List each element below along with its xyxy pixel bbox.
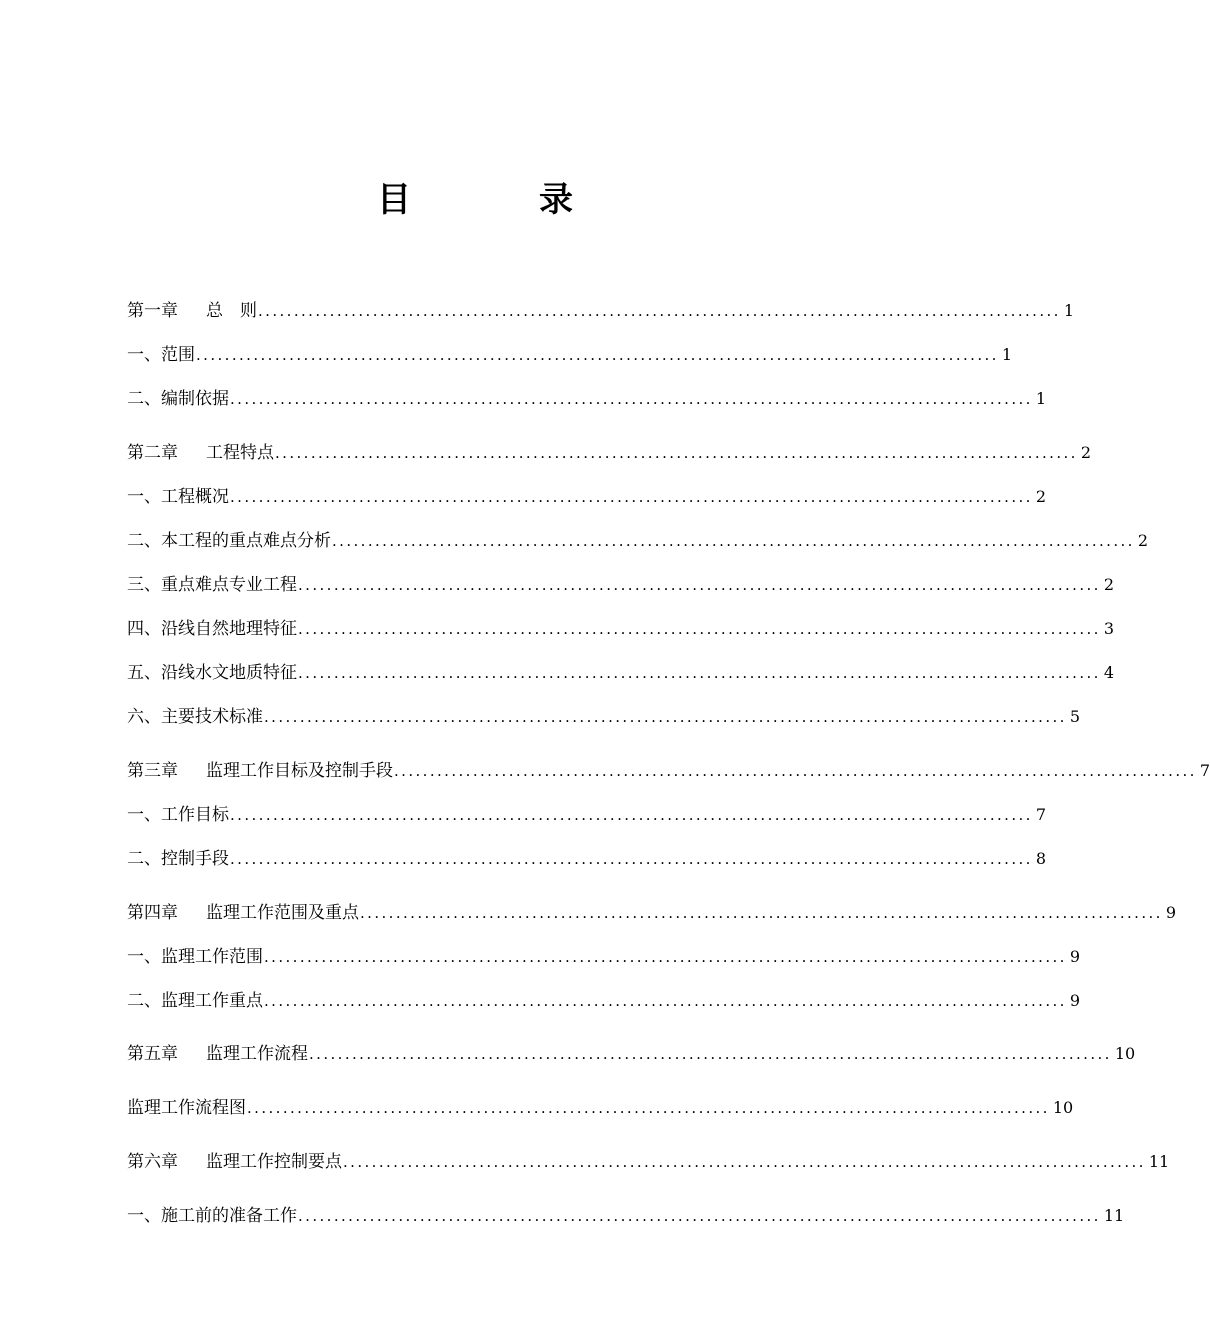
toc-title: 工程特点 <box>206 443 274 463</box>
toc-entry[interactable] <box>127 989 1081 1013</box>
toc-entry[interactable] <box>127 901 1177 925</box>
toc-title: 二、编制依据 <box>127 389 229 409</box>
toc-label <box>127 343 195 367</box>
toc-title: 总 则 <box>206 301 257 321</box>
toc-page-number: 1 <box>1063 301 1075 320</box>
toc-entry[interactable] <box>127 759 1210 783</box>
toc-leader-dots: ................................................................................................................ <box>264 992 1067 1010</box>
toc-page-number: 2 <box>1035 487 1047 506</box>
toc-leader-dots: ................................................................................................................ <box>332 532 1135 550</box>
toc-label <box>127 1042 308 1066</box>
toc-leader-dots: ................................................................................................................ <box>275 444 1078 462</box>
toc-title: 五、沿线水文地质特征 <box>127 663 297 683</box>
toc-chapter-number: 第一章 <box>127 301 178 321</box>
toc-leader-dots: ................................................................................................................ <box>298 576 1101 594</box>
toc-leader-dots: ................................................................................................................ <box>230 488 1033 506</box>
toc-title: 监理工作流程 <box>206 1044 308 1064</box>
toc-entry[interactable] <box>127 1096 1074 1120</box>
toc-label <box>127 485 229 509</box>
toc-entry[interactable] <box>127 485 1047 509</box>
toc-entry[interactable] <box>127 299 1075 323</box>
toc-page-number: 7 <box>1199 761 1210 780</box>
title-char-right: 录 <box>539 180 573 220</box>
toc-page-number: 2 <box>1080 443 1092 462</box>
toc-page-number: 2 <box>1103 575 1115 594</box>
page-title <box>0 172 950 221</box>
toc-leader-dots: ................................................................................................................ <box>394 762 1197 780</box>
toc-title: 一、范围 <box>127 345 195 365</box>
toc-entry[interactable] <box>127 1204 1125 1228</box>
toc-entry[interactable] <box>127 387 1047 411</box>
toc-entry[interactable] <box>127 1150 1170 1174</box>
toc-title: 二、监理工作重点 <box>127 991 263 1011</box>
toc-page-number: 9 <box>1069 947 1081 966</box>
toc-leader-dots: ................................................................................................................ <box>247 1099 1050 1117</box>
toc-page-number: 9 <box>1165 903 1177 922</box>
toc-page-number: 8 <box>1035 849 1047 868</box>
toc-leader-dots: ................................................................................................................ <box>298 1207 1101 1225</box>
toc-label <box>127 803 229 827</box>
toc-title: 一、工程概况 <box>127 487 229 507</box>
toc-chapter-number: 第四章 <box>127 903 178 923</box>
toc-entry[interactable] <box>127 1042 1136 1066</box>
title-char-left: 目 <box>377 180 411 220</box>
toc-label <box>127 1204 297 1228</box>
toc-leader-dots: ................................................................................................................ <box>196 346 999 364</box>
toc-entry[interactable] <box>127 343 1013 367</box>
toc-title: 一、工作目标 <box>127 805 229 825</box>
toc-title: 监理工作范围及重点 <box>206 903 359 923</box>
toc-page-number: 5 <box>1069 707 1081 726</box>
toc-page-number: 2 <box>1137 531 1149 550</box>
toc-leader-dots: ................................................................................................................ <box>230 390 1033 408</box>
toc-title: 三、重点难点专业工程 <box>127 575 297 595</box>
toc-page-number: 7 <box>1035 805 1047 824</box>
toc-leader-dots: ................................................................................................................ <box>258 302 1061 320</box>
toc-title: 二、控制手段 <box>127 849 229 869</box>
toc-title: 六、主要技术标准 <box>127 707 263 727</box>
toc-label <box>127 989 263 1013</box>
toc-entry[interactable] <box>127 573 1115 597</box>
toc-label <box>127 759 393 783</box>
toc-page-number: 3 <box>1103 619 1115 638</box>
toc-label <box>127 661 297 685</box>
toc-title: 一、施工前的准备工作 <box>127 1206 297 1226</box>
toc-label <box>127 387 229 411</box>
toc-leader-dots: ................................................................................................................ <box>309 1045 1112 1063</box>
toc-label <box>127 705 263 729</box>
toc-page-number: 11 <box>1148 1152 1170 1171</box>
toc-leader-dots: ................................................................................................................ <box>360 904 1163 922</box>
toc-label <box>127 1150 342 1174</box>
toc-entry[interactable] <box>127 847 1047 871</box>
toc-label <box>127 299 257 323</box>
toc-chapter-number: 第二章 <box>127 443 178 463</box>
toc-entry[interactable] <box>127 705 1081 729</box>
toc-title: 监理工作流程图 <box>127 1098 246 1118</box>
toc-leader-dots: ................................................................................................................ <box>343 1153 1146 1171</box>
toc-page-number: 4 <box>1103 663 1115 682</box>
toc-entry[interactable] <box>127 661 1115 685</box>
toc-leader-dots: ................................................................................................................ <box>264 948 1067 966</box>
toc-page-number: 1 <box>1035 389 1047 408</box>
toc-title: 四、沿线自然地理特征 <box>127 619 297 639</box>
toc-label <box>127 441 274 465</box>
toc-page-number: 11 <box>1103 1206 1125 1225</box>
toc-label <box>127 847 229 871</box>
toc-label <box>127 617 297 641</box>
toc-leader-dots: ................................................................................................................ <box>230 806 1033 824</box>
toc-entry[interactable] <box>127 529 1149 553</box>
toc-title: 二、本工程的重点难点分析 <box>127 531 331 551</box>
toc-title: 监理工作目标及控制手段 <box>206 761 393 781</box>
toc-entry[interactable] <box>127 945 1081 969</box>
toc-label <box>127 529 331 553</box>
toc-leader-dots: ................................................................................................................ <box>298 664 1101 682</box>
toc-chapter-number: 第五章 <box>127 1044 178 1064</box>
toc-page-number: 1 <box>1001 345 1013 364</box>
toc-title: 一、监理工作范围 <box>127 947 263 967</box>
toc-leader-dots: ................................................................................................................ <box>298 620 1101 638</box>
toc-chapter-number: 第六章 <box>127 1152 178 1172</box>
toc-page-number: 9 <box>1069 991 1081 1010</box>
toc-label <box>127 945 263 969</box>
toc-entry[interactable] <box>127 617 1115 641</box>
toc-entry[interactable] <box>127 803 1047 827</box>
toc-chapter-number: 第三章 <box>127 761 178 781</box>
toc-page-number: 10 <box>1114 1044 1136 1063</box>
toc-label <box>127 1096 246 1120</box>
toc-page-number: 10 <box>1052 1098 1074 1117</box>
toc-label <box>127 901 359 925</box>
toc-entry[interactable] <box>127 441 1092 465</box>
toc-leader-dots: ................................................................................................................ <box>230 850 1033 868</box>
toc-label <box>127 573 297 597</box>
toc-leader-dots: ................................................................................................................ <box>264 708 1067 726</box>
toc-title: 监理工作控制要点 <box>206 1152 342 1172</box>
